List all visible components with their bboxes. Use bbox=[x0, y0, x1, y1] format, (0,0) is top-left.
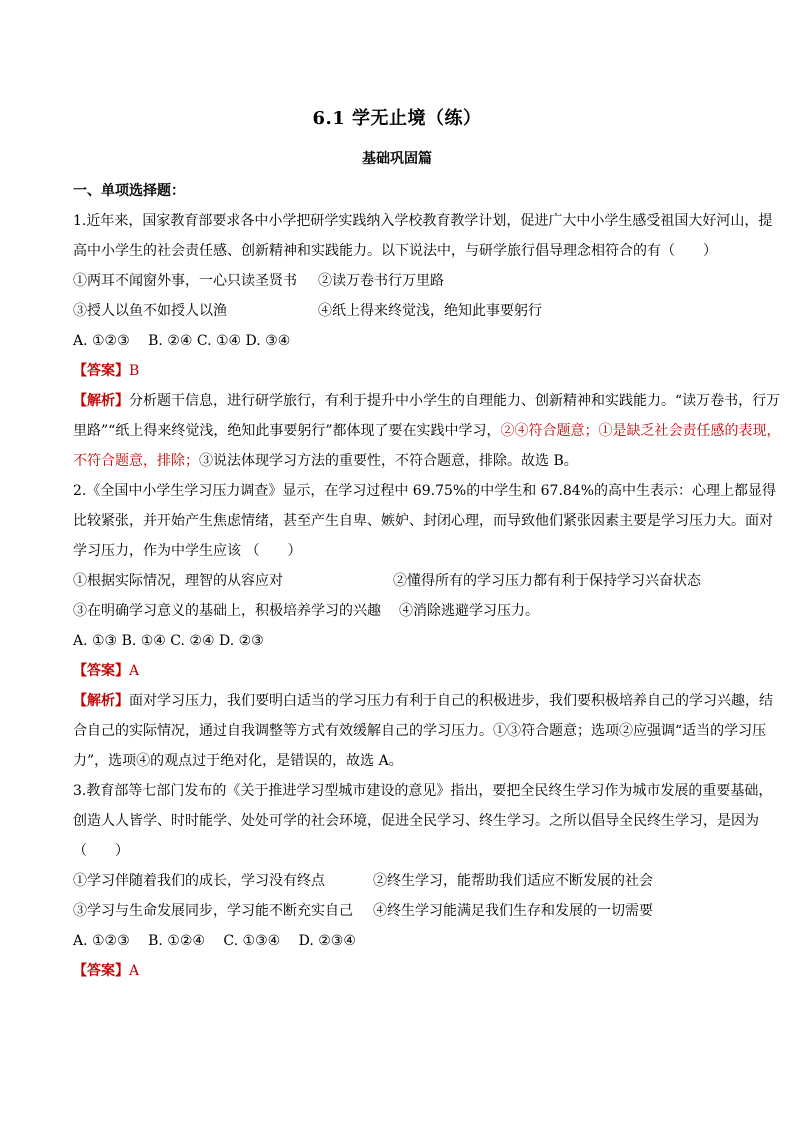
question-3-options-row-1 bbox=[73, 866, 783, 896]
question-3-stem: 3.教育部等七部门发布的《关于推进学习型城市建设的意见》指出，要把全民终生学习作为城市发展的重要基础，创造人人皆学、时时能学、处处可学的社会环境，促进全民学习、终生学习。之所以倡导全民终生学习，是因为（ ） bbox=[73, 783, 773, 859]
question-2-option-2: ②懂得所有的学习压力都有利于保持学习兴奋状态 bbox=[393, 573, 701, 589]
analysis-text: 分析题干信息，进行研学旅行，有利于提升中小学生的自理能力、创新精神和实践能力。“读万卷书，行万里路”“纸上得来终觉浅，绝知此事要躬行”都体现了要在实践中学习， bbox=[73, 393, 781, 439]
document-body bbox=[73, 176, 783, 986]
question-2-option-4: ④消除逃避学习压力。 bbox=[399, 603, 539, 619]
question-2-choices: A. ①③ B. ①④ C. ②④ D. ②③ bbox=[73, 633, 264, 649]
question-1-stem: 1.近年来，国家教育部要求各中小学把研学实践纳入学校教育教学计划，促进广大中小学生感受祖国大好河山，提高中小学生的社会责任感、创新精神和实践能力。以下说法中，与研学旅行倡导理念相符合的有（ ） bbox=[73, 213, 773, 259]
question-1-options-row-2 bbox=[73, 296, 783, 326]
page-subtitle: 基础巩固篇 bbox=[362, 151, 432, 167]
answer-value: A bbox=[129, 963, 140, 979]
question-3-options-row-2 bbox=[73, 896, 783, 926]
answer-tag: 【答案】 bbox=[73, 963, 129, 979]
question-3-option-4: ④终生学习能满足我们生存和发展的一切需要 bbox=[373, 903, 653, 919]
question-1-option-3: ③授人以鱼不如授人以渔 bbox=[73, 303, 227, 319]
analysis-tag: 【解析】 bbox=[73, 393, 129, 409]
analysis-text: 面对学习压力，我们要明白适当的学习压力有利于自己的积极进步，我们要积极培养自己的学习兴趣，结合自己的实际情况，通过自我调整等方式有效缓解自己的学习压力。①③符合题意；选项②应强调“适当的学习压力”，选项④的观点过于绝对化，是错误的，故选 A。 bbox=[73, 693, 773, 769]
answer-value: A bbox=[129, 663, 140, 679]
question-1-choices: A. ①②③ B. ②④ C. ①④ D. ③④ bbox=[73, 333, 291, 349]
question-1-option-2: ②读万卷书行万里路 bbox=[318, 273, 444, 289]
question-3-option-1: ①学习伴随着我们的成长，学习没有终点 bbox=[73, 873, 325, 889]
answer-tag: 【答案】 bbox=[73, 363, 129, 379]
question-2-option-3: ③在明确学习意义的基础上，积极培养学习的兴趣 bbox=[73, 603, 381, 619]
question-1-answer bbox=[73, 356, 783, 386]
analysis-highlight-1: ②④符合题意；①是缺乏社会责任 bbox=[500, 423, 711, 439]
answer-value: B bbox=[129, 363, 140, 379]
question-2-options-row-2 bbox=[73, 596, 783, 626]
question-2-option-1: ①根据实际情况，理智的从容应对 bbox=[73, 573, 283, 589]
question-3-option-2: ②终生学习，能帮助我们适应不断发展的社会 bbox=[373, 873, 653, 889]
question-3-answer bbox=[73, 956, 783, 986]
analysis-highlight-2: 感的表现，不符合题意，排除； bbox=[73, 423, 781, 469]
analysis-text-end: ③说法体现学习方法的重要性，不符合题意，排除。故选 B。 bbox=[199, 453, 578, 469]
question-3-option-3: ③学习与生命发展同步，学习能不断充实自己 bbox=[73, 903, 353, 919]
question-1-option-4: ④纸上得来终觉浅，绝知此事要躬行 bbox=[318, 303, 542, 319]
section-heading: 一、单项选择题： bbox=[73, 183, 185, 199]
question-2-answer bbox=[73, 656, 783, 686]
question-1-options-row-1 bbox=[73, 266, 783, 296]
answer-tag: 【答案】 bbox=[73, 663, 129, 679]
question-2-analysis bbox=[73, 686, 783, 776]
page-title: 6.1 学无止境（练） bbox=[312, 108, 482, 129]
question-3-choices: A. ①②③ B. ①②④ C. ①③④ D. ②③④ bbox=[73, 933, 356, 949]
question-1-analysis bbox=[73, 386, 783, 476]
question-2-options-row-1 bbox=[73, 566, 783, 596]
analysis-tag: 【解析】 bbox=[73, 693, 129, 709]
question-1-option-1: ①两耳不闻窗外事，一心只读圣贤书 bbox=[73, 273, 297, 289]
question-2-stem: 2.《全国中小学生学习压力调查》显示，在学习过程中 69.75%的中学生和 67.84%的高中生表示：心理上都显得比较紧张，并开始产生焦虑情绪，甚至产生自卑、嫉妒、封闭心理，而导致他们紧张因素主要是学习压力大。面对学习压力，作为中学生应该 （ ） bbox=[73, 483, 777, 559]
